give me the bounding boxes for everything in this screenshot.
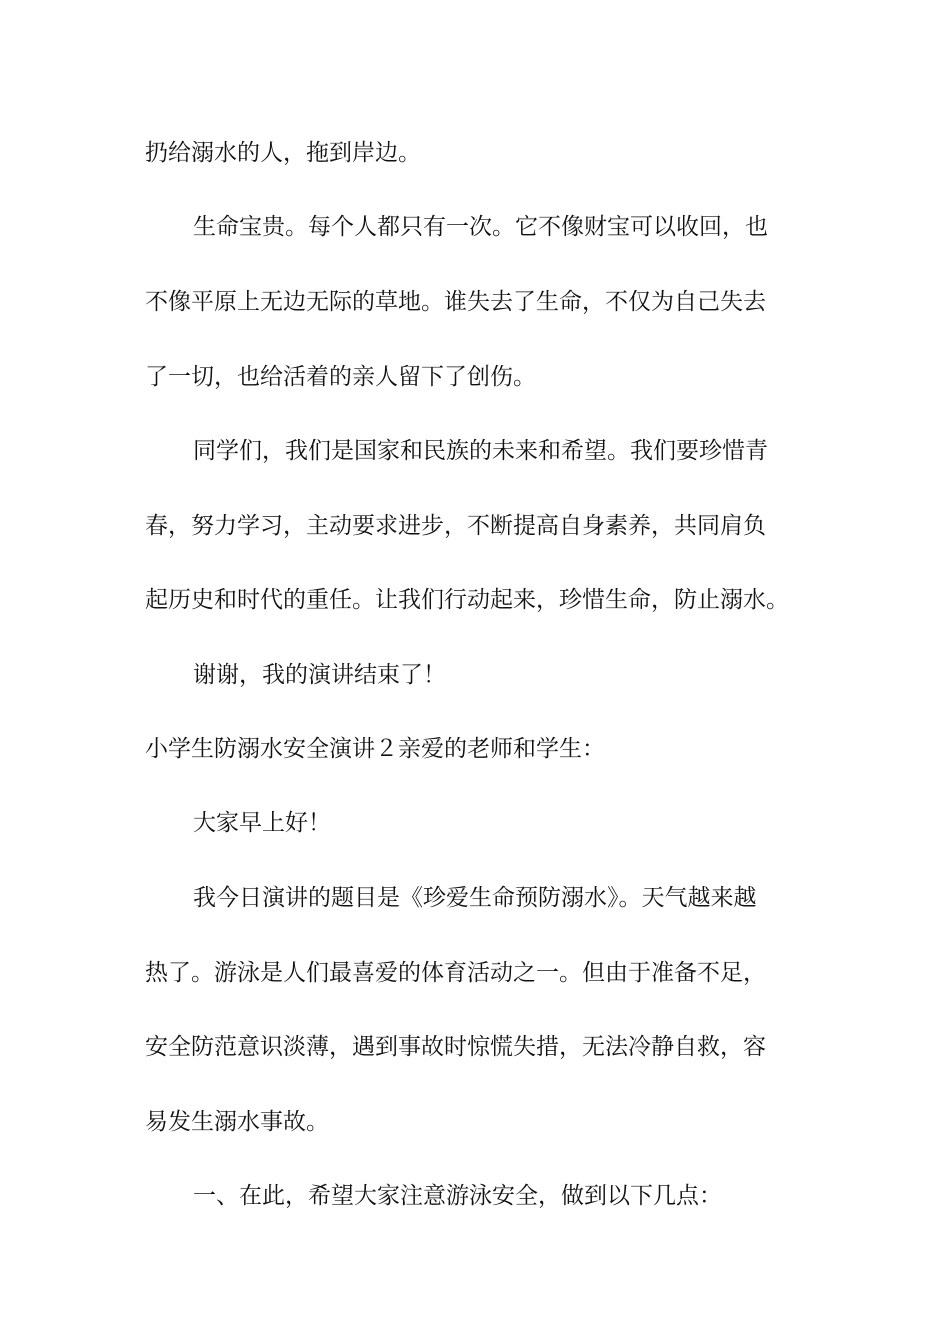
text-line: 易发生溺水事故。 xyxy=(145,1109,329,1135)
text-line: 我今日演讲的题目是《珍爱生命预防溺水》。天气越来越 xyxy=(193,885,757,911)
text-line: 扔给溺水的人，拖到岸边。 xyxy=(145,140,421,166)
text-line: 大家早上好！ xyxy=(193,810,331,836)
text-line: 安全防范意识淡薄，遇到事故时惊慌失措，无法冷静自救，容 xyxy=(145,1034,766,1060)
text-line: 春，努力学习，主动要求进步，不断提高自身素养，共同肩负 xyxy=(145,513,766,539)
text-line: 起历史和时代的重任。让我们行动起来，珍惜生命，防止溺水。 xyxy=(145,587,789,613)
text-line: 生命宝贵。每个人都只有一次。它不像财宝可以收回，也 xyxy=(193,214,768,240)
text-line: 了一切，也给活着的亲人留下了创伤。 xyxy=(145,364,536,390)
section-heading: 小学生防溺水安全演讲２亲爱的老师和学生： xyxy=(145,736,605,762)
text-line: 不像平原上无边无际的草地。谁失去了生命，不仅为自己失去 xyxy=(145,289,766,315)
text-line: 谢谢，我的演讲结束了！ xyxy=(193,662,446,688)
text-line: 一、在此，希望大家注意游泳安全，做到以下几点： xyxy=(193,1183,722,1209)
text-line: 同学们，我们是国家和民族的未来和希望。我们要珍惜青 xyxy=(193,438,768,464)
text-line: 热了。游泳是人们最喜爱的体育活动之一。但由于准备不足， xyxy=(145,960,766,986)
